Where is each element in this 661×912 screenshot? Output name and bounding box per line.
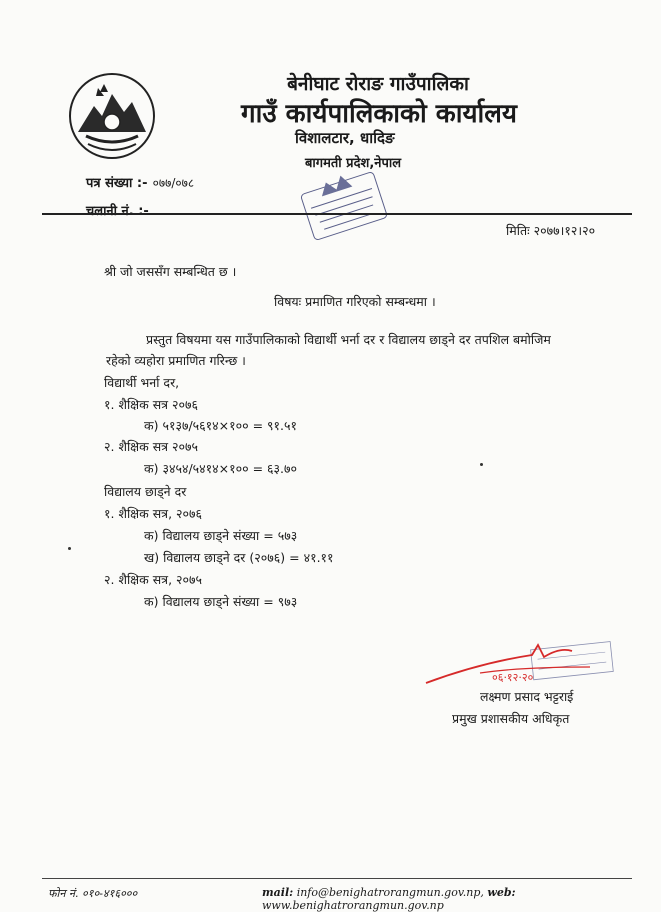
dispatch-number-label: चलानी नं. :- xyxy=(86,204,149,219)
footer-web[interactable]: www.benighatrorangmun.gov.np xyxy=(262,899,444,912)
enrollment-session-1: १. शैक्षिक सत्र २०७६ xyxy=(104,397,199,412)
signatory-name: लक्ष्मण प्रसाद भट्टराई xyxy=(480,689,574,704)
footer-divider xyxy=(42,878,632,879)
footer-mail[interactable]: info@benighatrorangmun.gov.np, xyxy=(296,886,484,899)
subject: विषयः प्रमाणित गरिएको सम्बन्धमा । xyxy=(274,294,436,309)
footer-phone: फोन नं. ०१०-४१६००० xyxy=(48,887,138,900)
svg-text:०६·१२·२०: ०६·१२·२० xyxy=(492,671,534,684)
letter-number xyxy=(86,172,194,191)
speck xyxy=(480,463,483,466)
dropout-session-2-count: क) विद्यालय छाड्ने संख्या = ९७३ xyxy=(144,594,298,609)
dropout-session-1-count: क) विद्यालय छाड्ने संख्या = ५७३ xyxy=(144,528,298,543)
letter-number-value: ०७७/०७८ xyxy=(152,176,195,190)
speck xyxy=(68,547,71,550)
recipient: श्री जो जससँग सम्बन्धित छ । xyxy=(104,264,237,279)
enrollment-session-2: २. शैक्षिक सत्र २०७५ xyxy=(104,439,199,454)
dropout-session-1: १. शैक्षिक सत्र, २०७६ xyxy=(104,506,203,521)
section-enrollment-heading: विद्यार्थी भर्ना दर, xyxy=(104,375,180,390)
intro-line-1: प्रस्तुत विषयमा यस गाउँपालिकाको विद्यार्थी भर्ना दर र विद्यालय छाड्ने दर तपशिल बमोजिम xyxy=(146,332,551,347)
municipality-name: बेनीघाट रोराङ गाउँपालिका xyxy=(287,73,469,95)
office-location: विशालटार, धादिङ xyxy=(295,129,395,147)
office-name: गाउँ कार्यपालिकाको कार्यालय xyxy=(241,99,517,129)
footer-web-label: web: xyxy=(487,886,516,899)
office-seal-icon xyxy=(296,164,392,248)
footer-contact xyxy=(262,886,661,912)
date-label: मितिः xyxy=(506,223,530,238)
header-divider xyxy=(42,213,632,215)
dropout-session-2: २. शैक्षिक सत्र, २०७५ xyxy=(104,572,203,587)
signatory-title: प्रमुख प्रशासकीय अधिकृत xyxy=(452,711,570,726)
footer-mail-label: mail: xyxy=(262,886,294,899)
dropout-session-1-rate: ख) विद्यालय छाड्ने दर (२०७६) = ४१.११ xyxy=(144,550,334,565)
nepal-emblem-icon xyxy=(68,72,156,160)
office-province: बागमती प्रदेश,नेपाल xyxy=(305,156,402,171)
letter-number-label: पत्र संख्या :- xyxy=(86,176,148,191)
letter-date xyxy=(506,222,595,239)
intro-line-2: रहेको व्यहोरा प्रमाणित गरिन्छ । xyxy=(106,353,246,368)
enrollment-session-2-calc: क) ३४५४/५४१४×१०० = ६३.७० xyxy=(144,461,298,476)
enrollment-session-1-calc: क) ५१३७/५६१४×१०० = ९१.५१ xyxy=(144,418,298,433)
date-value: २०७७।१२।२० xyxy=(533,223,596,238)
section-dropout-heading: विद्यालय छाड्ने दर xyxy=(104,484,187,499)
